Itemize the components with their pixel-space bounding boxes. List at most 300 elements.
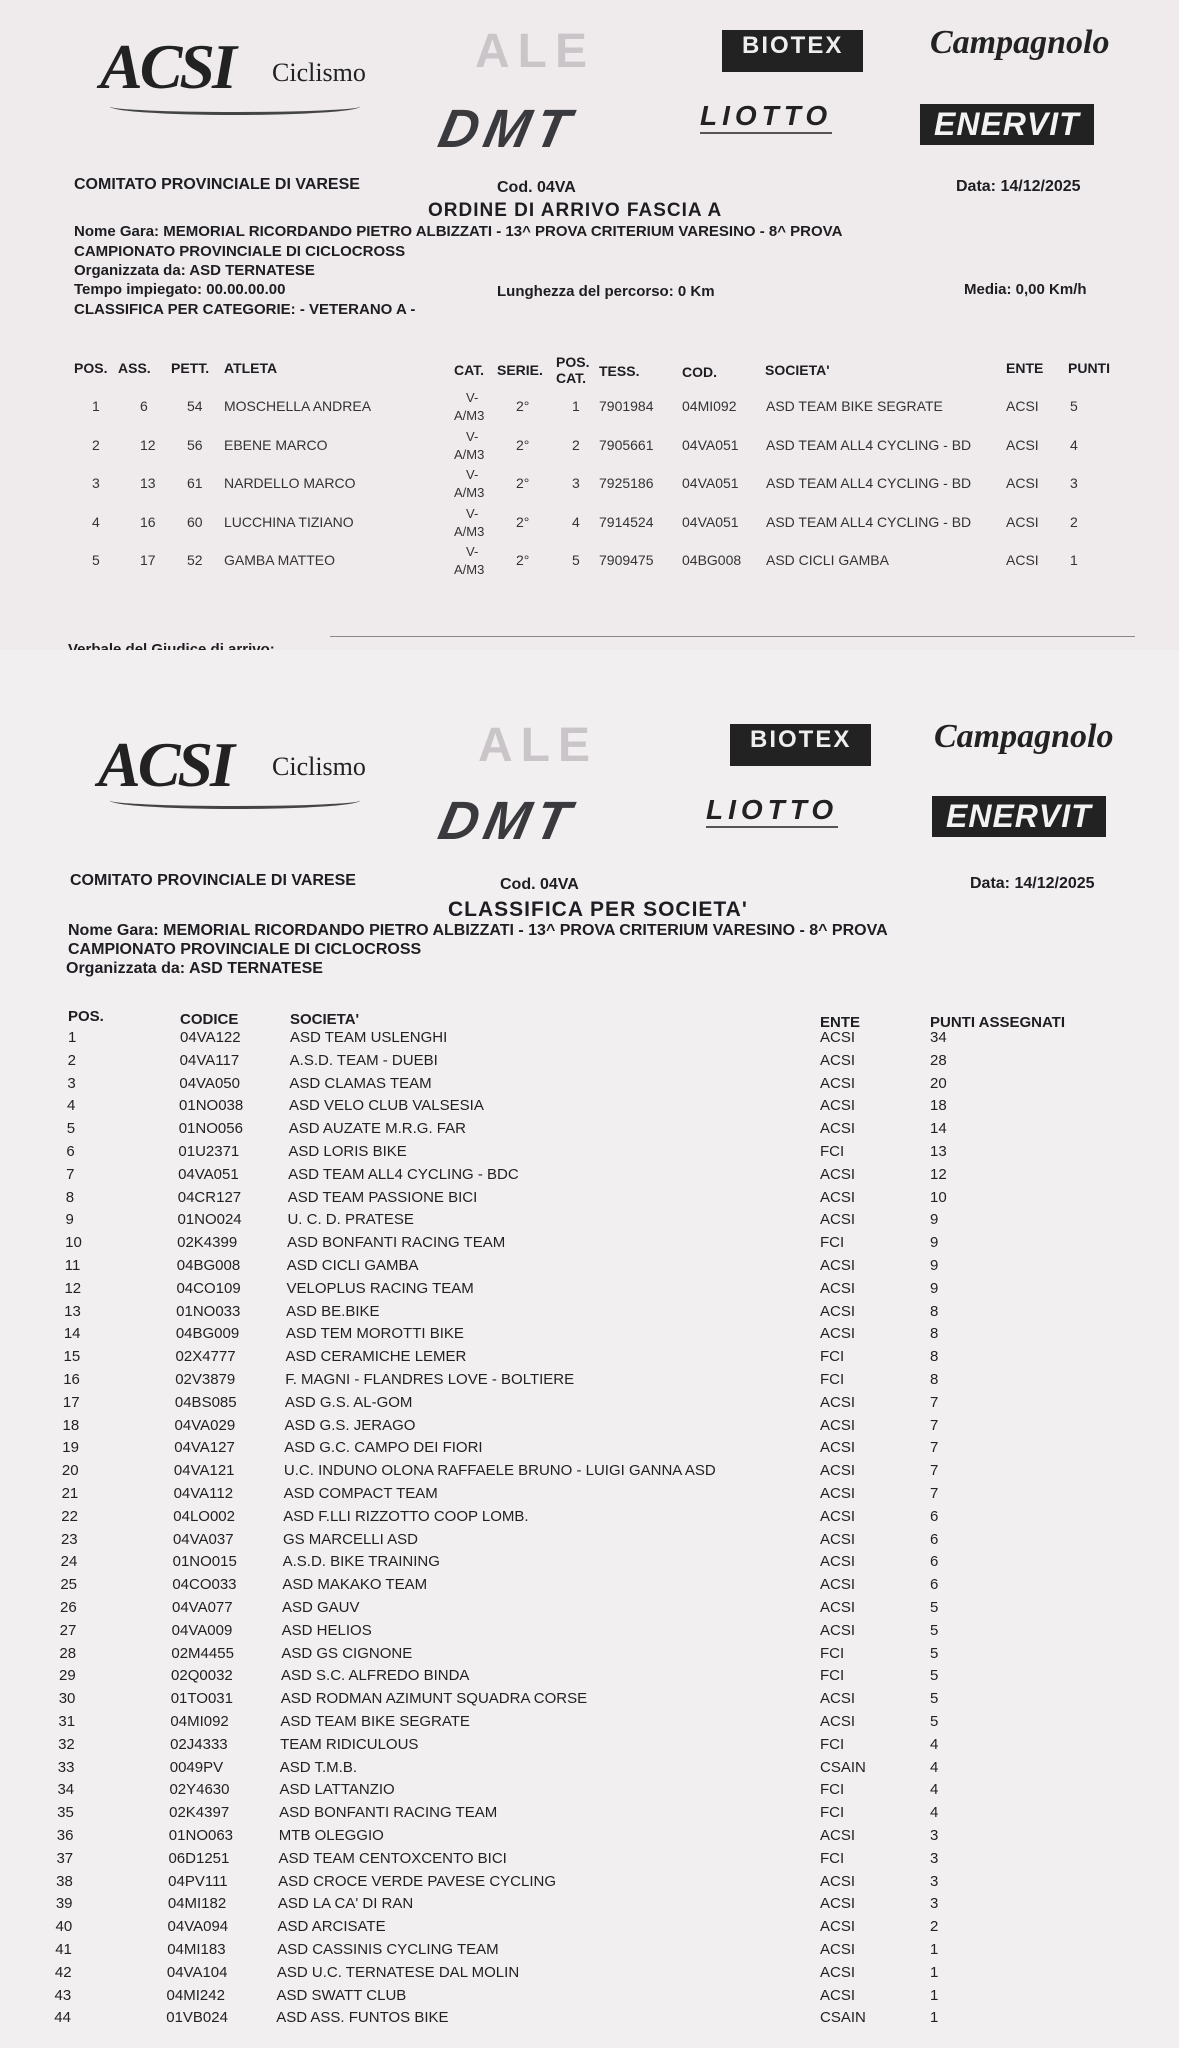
- team-name: ASD TEAM PASSIONE BICI: [287, 1188, 478, 1206]
- campagnolo-logo: Campagnolo: [934, 718, 1114, 755]
- team-points: 5: [930, 1667, 939, 1685]
- col-ass: ASS.: [118, 360, 151, 376]
- team-code: 04CO109: [176, 1279, 241, 1297]
- team-pos: 2: [67, 1051, 77, 1069]
- team-name: ASD LA CA' DI RAN: [277, 1895, 414, 1913]
- team-pos: 42: [54, 1963, 72, 1981]
- team-code: 04VA077: [172, 1599, 233, 1616]
- arrival-ente: ACSI: [1006, 436, 1039, 453]
- table-row: [0, 1667, 1179, 1689]
- table-row: [0, 1143, 1179, 1165]
- team-name: GS MARCELLI ASD: [282, 1530, 418, 1548]
- team-name: ASD BE.BIKE: [286, 1302, 380, 1320]
- arrival-pos: 5: [92, 552, 100, 568]
- table-row: [0, 1439, 1179, 1461]
- arrival-pett: 52: [187, 552, 203, 568]
- arrival-punti: 5: [1070, 398, 1078, 414]
- team-pos: 33: [57, 1758, 75, 1776]
- arrival-cod: 04VA051: [682, 475, 739, 491]
- arrival-category: V-: [466, 505, 479, 521]
- team-ente: FCI: [820, 1143, 845, 1160]
- team-points: 3: [930, 1895, 939, 1913]
- team-ente: ACSI: [820, 1986, 856, 2004]
- team-code: 04CO033: [172, 1576, 237, 1594]
- team-ente: ACSI: [820, 1553, 856, 1571]
- team-pos: 12: [64, 1279, 82, 1297]
- team-points: 7: [930, 1439, 939, 1457]
- team-name: ASD GS CIGNONE: [281, 1644, 413, 1662]
- team-pos: 20: [61, 1462, 79, 1480]
- team-code: 02Q0032: [171, 1667, 233, 1685]
- team-pos: 39: [55, 1895, 73, 1913]
- team-code: 04VA029: [174, 1416, 236, 1434]
- team-points: 1: [930, 2009, 939, 2027]
- team-ente: FCI: [820, 1735, 845, 1753]
- team-points: 1: [930, 1941, 939, 1958]
- team-pos: 26: [60, 1599, 77, 1616]
- team-pos: 14: [63, 1325, 81, 1343]
- race-name: Nome Gara: MEMORIAL RICORDANDO PIETRO ALBIZZATI - 13^ PROVA CRITERIUM VARESINO - 8^ PROVA: [68, 922, 888, 939]
- team-code: 04VA122: [180, 1029, 241, 1046]
- team-points: 8: [930, 1348, 939, 1366]
- team-points: 8: [930, 1371, 939, 1388]
- team-pos: 37: [56, 1849, 74, 1867]
- col-societa: SOCIETA': [290, 1011, 360, 1028]
- team-name: ASD TEAM CENTOXCENTO BICI: [278, 1849, 507, 1867]
- table-row: [0, 1873, 1179, 1895]
- team-points: 34: [930, 1029, 947, 1046]
- arrival-category: V-: [466, 467, 479, 482]
- arrival-athlete: EBENE MARCO: [224, 436, 328, 453]
- team-points: 9: [930, 1257, 939, 1274]
- team-code: 02K4397: [169, 1804, 230, 1822]
- arrival-order-sheet: [0, 0, 1179, 650]
- table-row: [0, 1166, 1179, 1188]
- team-pos: 32: [58, 1735, 75, 1753]
- arrival-category: V-: [466, 544, 479, 559]
- team-ente: FCI: [820, 1804, 845, 1822]
- team-pos: 30: [58, 1690, 76, 1708]
- arrival-poscat: 3: [572, 475, 580, 491]
- table-row: [0, 1918, 1179, 1940]
- arrival-cod: 04VA051: [682, 513, 739, 530]
- team-ente: ACSI: [820, 1918, 856, 1936]
- team-ente: ACSI: [820, 1074, 856, 1092]
- team-name: ASD F.LLI RIZZOTTO COOP LOMB.: [283, 1507, 529, 1525]
- arrival-tess: 7901984: [599, 398, 654, 414]
- team-ente: ACSI: [820, 1279, 856, 1297]
- arrival-pett: 54: [187, 398, 203, 414]
- team-points: 10: [930, 1188, 947, 1206]
- biotex-logo: BIOTEX: [730, 724, 871, 766]
- team-points: 7: [930, 1416, 939, 1434]
- arrival-cod: 04VA051: [682, 436, 739, 453]
- team-pos: 10: [65, 1234, 82, 1252]
- team-ente: ACSI: [820, 1827, 856, 1844]
- table-row: [0, 1531, 1179, 1553]
- team-ranking-sheet: [0, 650, 1179, 2048]
- team-ente: ACSI: [820, 1029, 856, 1046]
- team-pos: 38: [56, 1872, 73, 1890]
- team-pos: 40: [55, 1918, 73, 1936]
- col-cod: COD.: [682, 364, 717, 380]
- col-punti: PUNTI ASSEGNATI: [930, 1014, 1066, 1031]
- team-points: 3: [930, 1827, 939, 1844]
- team-pos: 36: [56, 1827, 74, 1844]
- team-name: VELOPLUS RACING TEAM: [286, 1279, 474, 1297]
- team-ente: ACSI: [820, 1530, 856, 1548]
- team-points: 1: [930, 1986, 939, 2004]
- team-name: ASD ARCISATE: [277, 1918, 386, 1936]
- team-code: 04BG008: [176, 1257, 241, 1274]
- team-name: ASD AUZATE M.R.G. FAR: [288, 1120, 466, 1138]
- team-ente: ACSI: [820, 1165, 856, 1183]
- race-date: Data: 14/12/2025: [970, 875, 1095, 892]
- team-ente: FCI: [820, 1667, 845, 1685]
- col-pos: POS.: [74, 360, 108, 376]
- team-name: ASD COMPACT TEAM: [283, 1485, 438, 1502]
- team-points: 2: [930, 1918, 939, 1936]
- table-row: [0, 1895, 1179, 1917]
- team-code: 04VA117: [179, 1051, 240, 1069]
- organizer: Organizzata da: ASD TERNATESE: [74, 262, 315, 279]
- championship: CAMPIONATO PROVINCIALE DI CICLOCROSS: [74, 243, 406, 260]
- team-ente: CSAIN: [820, 1758, 866, 1776]
- team-code: 01NO063: [168, 1827, 234, 1844]
- table-row: [0, 1211, 1179, 1233]
- team-points: 8: [930, 1325, 939, 1343]
- course-length: Lunghezza del percorso: 0 Km: [497, 283, 715, 300]
- team-code: 01NO024: [177, 1211, 242, 1229]
- team-pos: 8: [65, 1188, 75, 1206]
- team-pos: 23: [60, 1530, 78, 1548]
- team-points: 12: [930, 1165, 947, 1183]
- table-row: [0, 1827, 1179, 1849]
- arrival-poscat: 4: [572, 513, 580, 530]
- team-code: 04VA094: [167, 1918, 229, 1936]
- team-points: 4: [930, 1758, 939, 1776]
- ale-logo: ALE: [475, 25, 595, 78]
- arrival-team: ASD TEAM ALL4 CYCLING - BD: [766, 475, 972, 491]
- team-code: 04VA104: [166, 1963, 228, 1981]
- table-row: [0, 1029, 1179, 1051]
- team-code: 04MI092: [170, 1713, 229, 1730]
- team-name: ASD TEAM ALL4 CYCLING - BDC: [288, 1165, 519, 1183]
- team-ente: FCI: [820, 1371, 845, 1388]
- table-row: [0, 1394, 1179, 1416]
- campagnolo-logo: Campagnolo: [930, 24, 1110, 61]
- team-name: MTB OLEGGIO: [278, 1827, 384, 1844]
- team-name: ASD U.C. TERNATESE DAL MOLIN: [276, 1963, 520, 1981]
- race-code: Cod. 04VA: [497, 179, 576, 196]
- team-points: 3: [930, 1872, 939, 1890]
- team-code: 04BS085: [174, 1393, 237, 1411]
- team-pos: 29: [59, 1667, 76, 1685]
- table-row: [0, 1348, 1179, 1370]
- team-name: ASD HELIOS: [281, 1621, 372, 1639]
- table-row: [0, 1325, 1179, 1347]
- team-ente: ACSI: [820, 1211, 856, 1229]
- team-pos: 21: [61, 1485, 79, 1502]
- team-points: 5: [930, 1713, 939, 1730]
- team-name: ASD CROCE VERDE PAVESE CYCLING: [278, 1872, 557, 1890]
- table-row: [0, 1553, 1179, 1575]
- arrival-serie: 2°: [516, 436, 530, 453]
- team-ente: ACSI: [820, 1325, 856, 1343]
- team-ente: ACSI: [820, 1713, 856, 1730]
- category: CLASSIFICA PER CATEGORIE: - VETERANO A -: [74, 301, 416, 318]
- team-code: 02M4455: [171, 1644, 234, 1662]
- arrival-athlete: MOSCHELLA ANDREA: [224, 398, 372, 414]
- elapsed-time: Tempo impiegato: 00.00.00.00: [74, 281, 286, 298]
- table-row: [0, 1371, 1179, 1393]
- arrival-category: A/M3: [454, 446, 485, 462]
- team-pos: 25: [60, 1576, 77, 1594]
- team-pos: 44: [54, 2009, 71, 2027]
- enervit-logo: ENERVIT: [932, 796, 1106, 837]
- team-points: 5: [930, 1599, 939, 1616]
- team-points: 4: [930, 1804, 939, 1822]
- team-points: 18: [930, 1097, 947, 1115]
- team-points: 13: [930, 1143, 947, 1160]
- team-name: ASD CLAMAS TEAM: [289, 1074, 432, 1092]
- arrival-category: A/M3: [454, 523, 485, 539]
- table-row: [0, 2009, 1179, 2031]
- team-points: 3: [930, 1849, 939, 1867]
- team-points: 5: [930, 1644, 939, 1662]
- team-code: 04CR127: [177, 1188, 242, 1206]
- enervit-logo: ENERVIT: [920, 104, 1094, 145]
- team-code: 04VA112: [173, 1485, 234, 1502]
- team-name: ASD BONFANTI RACING TEAM: [287, 1234, 506, 1252]
- championship: CAMPIONATO PROVINCIALE DI CICLOCROSS: [68, 941, 422, 958]
- team-points: 1: [930, 1963, 939, 1981]
- arrival-team: ASD CICLI GAMBA: [766, 552, 889, 568]
- team-pos: 35: [57, 1804, 74, 1822]
- biotex-logo: BIOTEX: [722, 30, 863, 72]
- arrival-athlete: LUCCHINA TIZIANO: [224, 513, 354, 530]
- team-ente: ACSI: [820, 1416, 856, 1434]
- race-code: Cod. 04VA: [500, 876, 579, 893]
- team-pos: 17: [62, 1393, 80, 1411]
- arrival-tess: 7905661: [599, 436, 654, 453]
- arrival-pos: 1: [92, 398, 100, 414]
- team-name: ASD MAKAKO TEAM: [282, 1576, 428, 1594]
- team-name: ASD G.S. AL-GOM: [284, 1393, 413, 1411]
- arrival-ente: ACSI: [1006, 513, 1039, 530]
- team-ente: ACSI: [820, 1051, 856, 1069]
- team-ente: ACSI: [820, 1599, 856, 1616]
- team-name: ASD T.M.B.: [279, 1758, 357, 1776]
- team-pos: 27: [59, 1621, 77, 1639]
- page-title: CLASSIFICA PER SOCIETA': [448, 898, 748, 921]
- team-ente: ACSI: [820, 1872, 856, 1890]
- acsi-swoosh: [110, 792, 360, 809]
- team-ente: ACSI: [820, 1941, 856, 1958]
- table-row: [0, 1052, 1179, 1074]
- team-name: ASD GAUV: [282, 1599, 360, 1616]
- arrival-ente: ACSI: [1006, 475, 1039, 491]
- team-pos: 24: [60, 1553, 78, 1571]
- team-ente: ACSI: [820, 1097, 856, 1115]
- col-societa: SOCIETA': [765, 362, 830, 378]
- team-ente: ACSI: [820, 1507, 856, 1525]
- team-pos: 41: [55, 1941, 72, 1958]
- team-points: 28: [930, 1051, 947, 1069]
- team-name: ASD BONFANTI RACING TEAM: [279, 1804, 498, 1822]
- team-ente: ACSI: [820, 1895, 856, 1913]
- team-code: 04VA121: [173, 1462, 235, 1480]
- col-pett: PETT.: [171, 360, 210, 376]
- arrival-serie: 2°: [516, 475, 530, 491]
- acsi-swoosh: [110, 98, 360, 115]
- average-speed: Media: 0,00 Km/h: [964, 281, 1087, 298]
- team-ente: ACSI: [820, 1439, 856, 1457]
- team-pos: 31: [58, 1713, 76, 1730]
- team-code: 04VA009: [171, 1621, 233, 1639]
- team-pos: 18: [62, 1416, 80, 1434]
- judge-signature-line: [330, 636, 1135, 637]
- arrival-team: ASD TEAM ALL4 CYCLING - BD: [766, 513, 972, 530]
- arrival-ente: ACSI: [1006, 398, 1039, 414]
- team-pos: 43: [54, 1986, 72, 2004]
- team-points: 9: [930, 1279, 939, 1297]
- team-ente: ACSI: [820, 1462, 856, 1480]
- team-name: ASD VELO CLUB VALSESIA: [289, 1097, 484, 1115]
- team-pos: 13: [64, 1302, 81, 1320]
- team-name: ASD CASSINIS CYCLING TEAM: [277, 1941, 499, 1958]
- table-row: [0, 1987, 1179, 2009]
- arrival-tess: 7925186: [599, 475, 654, 491]
- team-ente: ACSI: [820, 1120, 856, 1138]
- col-atleta: ATLETA: [224, 360, 278, 376]
- team-ente: FCI: [820, 1234, 845, 1252]
- team-pos: 22: [61, 1507, 78, 1525]
- table-row: [0, 1804, 1179, 1826]
- arrival-pett: 56: [187, 436, 203, 453]
- team-ente: CSAIN: [820, 2009, 866, 2027]
- arrival-poscat: 2: [572, 436, 580, 453]
- arrival-ass: 12: [140, 436, 156, 453]
- col-poscat-top: POS.: [556, 354, 590, 370]
- team-name: ASD CICLI GAMBA: [286, 1257, 419, 1274]
- team-name: U.C. INDUNO OLONA RAFFAELE BRUNO - LUIGI GANNA ASD: [283, 1462, 716, 1480]
- arrival-punti: 4: [1070, 436, 1078, 453]
- team-pos: 7: [66, 1165, 75, 1183]
- arrival-pos: 3: [92, 475, 100, 491]
- col-poscat-bottom: CAT.: [556, 370, 587, 386]
- team-points: 6: [930, 1507, 939, 1525]
- team-points: 8: [930, 1302, 939, 1320]
- col-tess: TESS.: [599, 363, 640, 379]
- team-ente: FCI: [820, 1849, 845, 1867]
- team-name: ASD SWATT CLUB: [276, 1986, 407, 2004]
- team-points: 9: [930, 1234, 939, 1252]
- team-name: ASD S.C. ALFREDO BINDA: [281, 1667, 470, 1685]
- team-ente: ACSI: [820, 1576, 856, 1594]
- col-pos: POS.: [68, 1008, 104, 1025]
- team-code: 04PV111: [168, 1872, 228, 1890]
- arrival-category: V-: [466, 428, 479, 444]
- ale-logo: ALE: [478, 719, 598, 772]
- race-date: Data: 14/12/2025: [956, 178, 1081, 195]
- table-row: [0, 1713, 1179, 1735]
- arrival-punti: 2: [1070, 513, 1078, 530]
- arrival-punti: 1: [1070, 552, 1078, 568]
- team-points: 6: [930, 1530, 939, 1548]
- team-code: 04LO002: [173, 1507, 235, 1525]
- team-code: 01NO033: [176, 1302, 241, 1320]
- table-row: [0, 1508, 1179, 1530]
- team-pos: 4: [67, 1097, 76, 1115]
- team-pos: 19: [62, 1439, 79, 1457]
- team-code: 06D1251: [168, 1849, 230, 1867]
- table-row: [0, 1462, 1179, 1484]
- col-ente: ENTE: [1006, 360, 1044, 376]
- team-pos: 28: [59, 1644, 77, 1662]
- team-points: 14: [930, 1120, 947, 1138]
- team-name: ASD G.C. CAMPO DEI FIORI: [284, 1439, 483, 1457]
- acsi-logo: ACSI: [98, 729, 232, 800]
- arrival-category: A/M3: [454, 562, 485, 577]
- team-name: A.S.D. TEAM - DUEBI: [289, 1051, 438, 1069]
- arrival-athlete: NARDELLO MARCO: [224, 475, 356, 491]
- arrival-pett: 60: [187, 513, 203, 530]
- team-points: 5: [930, 1621, 939, 1639]
- acsi-logo-subtitle: Ciclismo: [272, 752, 366, 781]
- team-code: 02K4399: [177, 1234, 238, 1252]
- team-ente: ACSI: [820, 1621, 856, 1639]
- arrival-ass: 17: [140, 552, 156, 568]
- table-row: [0, 1964, 1179, 1986]
- team-name: ASD TEAM BIKE SEGRATE: [280, 1713, 470, 1730]
- team-points: 6: [930, 1576, 939, 1594]
- team-code: 0049PV: [169, 1758, 224, 1776]
- team-ente: FCI: [820, 1644, 845, 1662]
- team-code: 01U2371: [178, 1143, 240, 1160]
- team-code: 01TO031: [170, 1690, 233, 1708]
- acsi-logo-subtitle: Ciclismo: [272, 58, 366, 87]
- team-code: 04VA037: [172, 1530, 234, 1548]
- table-row: [0, 1234, 1179, 1256]
- arrival-serie: 2°: [516, 513, 530, 530]
- team-name: ASD LORIS BIKE: [288, 1143, 407, 1160]
- team-name: ASD RODMAN AZIMUNT SQUADRA CORSE: [280, 1690, 588, 1708]
- liotto-logo: LIOTTO: [700, 100, 832, 134]
- table-row: [0, 1485, 1179, 1507]
- team-code: 02Y4630: [169, 1781, 230, 1799]
- table-row: [0, 1781, 1179, 1803]
- team-pos: 9: [65, 1211, 74, 1229]
- team-points: 4: [930, 1735, 939, 1753]
- arrival-pos: 2: [92, 436, 100, 453]
- team-code: 04BG009: [175, 1325, 240, 1343]
- team-code: 04MI242: [166, 1986, 225, 2004]
- liotto-logo: LIOTTO: [706, 794, 838, 828]
- arrival-ass: 13: [140, 475, 156, 491]
- team-pos: 15: [63, 1348, 81, 1366]
- arrival-team: ASD TEAM ALL4 CYCLING - BD: [766, 436, 972, 453]
- arrival-category: V-: [466, 390, 479, 405]
- organizer: Organizzata da: ASD TERNATESE: [66, 960, 323, 977]
- team-code: 04VA127: [174, 1439, 235, 1457]
- table-row: [0, 1690, 1179, 1712]
- team-ente: ACSI: [820, 1393, 856, 1411]
- arrival-ass: 16: [140, 513, 156, 530]
- team-name: ASD TEAM USLENGHI: [290, 1029, 448, 1046]
- table-row: [0, 1736, 1179, 1758]
- team-points: 20: [930, 1074, 947, 1092]
